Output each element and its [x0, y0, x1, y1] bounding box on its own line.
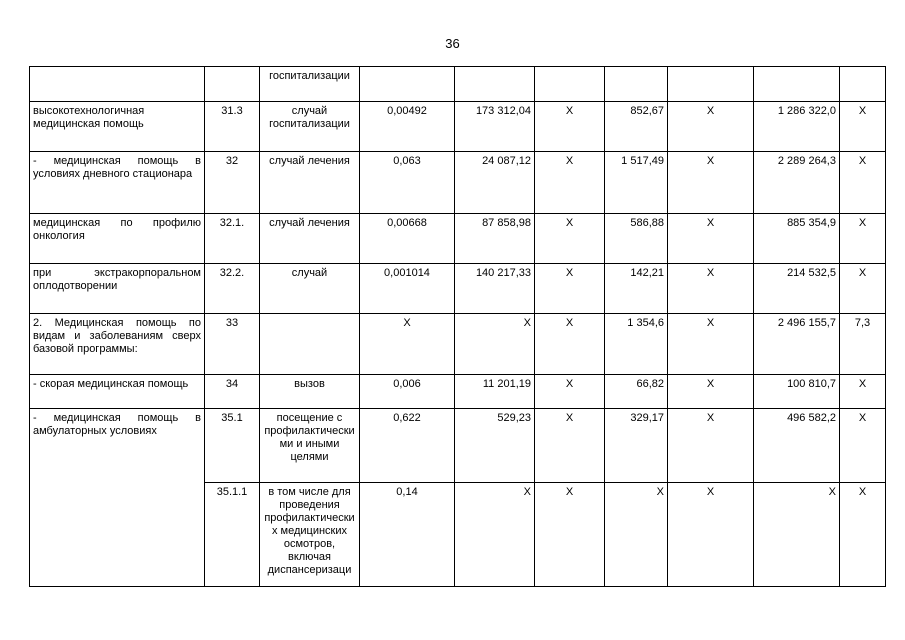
row-norm: 0,14: [360, 483, 455, 587]
row-col7: 1 354,6: [605, 314, 668, 375]
row-col9: 2 289 264,3: [754, 152, 840, 214]
row-code: 31.3: [205, 102, 260, 152]
row-norm: 0,00492: [360, 102, 455, 152]
row-unit: госпитализации: [260, 67, 360, 102]
row-col8: Х: [668, 483, 754, 587]
tariff-table: [29, 66, 886, 587]
row-cost: [455, 67, 535, 102]
row-code: 33: [205, 314, 260, 375]
row-col6: Х: [535, 314, 605, 375]
row-code: 35.1: [205, 409, 260, 483]
row-col8: Х: [668, 214, 754, 264]
row-col7: 586,88: [605, 214, 668, 264]
row-name: - скорая медицинская помощь: [30, 375, 205, 409]
row-col6: Х: [535, 152, 605, 214]
row-col10: Х: [840, 409, 886, 483]
table-row: [30, 264, 886, 314]
row-name: 2. Медицинская помощь по видам и заболеваниям сверх базовой программы:: [30, 314, 205, 375]
row-col6: Х: [535, 483, 605, 587]
row-col7: 1 517,49: [605, 152, 668, 214]
row-col7: 329,17: [605, 409, 668, 483]
row-col10: Х: [840, 264, 886, 314]
row-col9: 496 582,2: [754, 409, 840, 483]
row-cost: 87 858,98: [455, 214, 535, 264]
row-norm: 0,00668: [360, 214, 455, 264]
row-code: 32.1.: [205, 214, 260, 264]
row-col8: [668, 67, 754, 102]
row-name: медицинская по профилю онкология: [30, 214, 205, 264]
row-col9: 100 810,7: [754, 375, 840, 409]
row-col7: Х: [605, 483, 668, 587]
row-col6: Х: [535, 409, 605, 483]
row-norm: 0,001014: [360, 264, 455, 314]
row-col10: 7,3: [840, 314, 886, 375]
row-cost: 173 312,04: [455, 102, 535, 152]
row-cost: 140 217,33: [455, 264, 535, 314]
table-row: [30, 102, 886, 152]
row-unit: посещение с профилактически ми и иными целями: [260, 409, 360, 483]
row-col9: 885 354,9: [754, 214, 840, 264]
table-row: [30, 375, 886, 409]
row-unit: случай лечения: [260, 152, 360, 214]
row-col6: Х: [535, 375, 605, 409]
row-name: - медицинская помощь в условиях дневного стационара: [30, 152, 205, 214]
row-norm: 0,006: [360, 375, 455, 409]
row-col10: [840, 67, 886, 102]
row-col9: Х: [754, 483, 840, 587]
row-cost: Х: [455, 314, 535, 375]
row-col6: Х: [535, 102, 605, 152]
row-col6: [535, 67, 605, 102]
row-col8: Х: [668, 409, 754, 483]
row-col7: [605, 67, 668, 102]
row-col8: Х: [668, 152, 754, 214]
row-unit: случай лечения: [260, 214, 360, 264]
row-col10: Х: [840, 102, 886, 152]
row-cost: Х: [455, 483, 535, 587]
row-unit: в том числе для проведения профилактически х медицинских осмотров, включая диспансеризаци: [260, 483, 360, 587]
row-code: [205, 67, 260, 102]
row-col9: 2 496 155,7: [754, 314, 840, 375]
row-norm: [360, 67, 455, 102]
page-number: 36: [445, 36, 460, 51]
row-norm: 0,063: [360, 152, 455, 214]
row-cost: 529,23: [455, 409, 535, 483]
table-row: [30, 214, 886, 264]
table-row: [30, 314, 886, 375]
row-col9: 214 532,5: [754, 264, 840, 314]
row-col7: 142,21: [605, 264, 668, 314]
row-col8: Х: [668, 264, 754, 314]
row-name: при экстракорпоральном оплодотворении: [30, 264, 205, 314]
row-code: 35.1.1: [205, 483, 260, 587]
row-col10: Х: [840, 214, 886, 264]
row-col8: Х: [668, 375, 754, 409]
row-unit: случай: [260, 264, 360, 314]
row-col7: 66,82: [605, 375, 668, 409]
row-unit: вызов: [260, 375, 360, 409]
row-name: - медицинская помощь в амбулаторных условиях: [30, 409, 205, 587]
row-unit: [260, 314, 360, 375]
row-col6: Х: [535, 264, 605, 314]
row-code: 32: [205, 152, 260, 214]
row-col10: Х: [840, 375, 886, 409]
row-unit: случай госпитализации: [260, 102, 360, 152]
row-name: высокотехнологичная медицинская помощь: [30, 102, 205, 152]
table-row: [30, 409, 886, 483]
row-code: 32.2.: [205, 264, 260, 314]
row-name: [30, 67, 205, 102]
row-col6: Х: [535, 214, 605, 264]
row-col9: 1 286 322,0: [754, 102, 840, 152]
row-col7: 852,67: [605, 102, 668, 152]
row-col9: [754, 67, 840, 102]
row-code: 34: [205, 375, 260, 409]
row-norm: Х: [360, 314, 455, 375]
row-col10: Х: [840, 483, 886, 587]
table-row: [30, 67, 886, 102]
row-col8: Х: [668, 314, 754, 375]
row-norm: 0,622: [360, 409, 455, 483]
row-cost: 11 201,19: [455, 375, 535, 409]
row-col8: Х: [668, 102, 754, 152]
table-row: [30, 152, 886, 214]
row-col10: Х: [840, 152, 886, 214]
row-cost: 24 087,12: [455, 152, 535, 214]
